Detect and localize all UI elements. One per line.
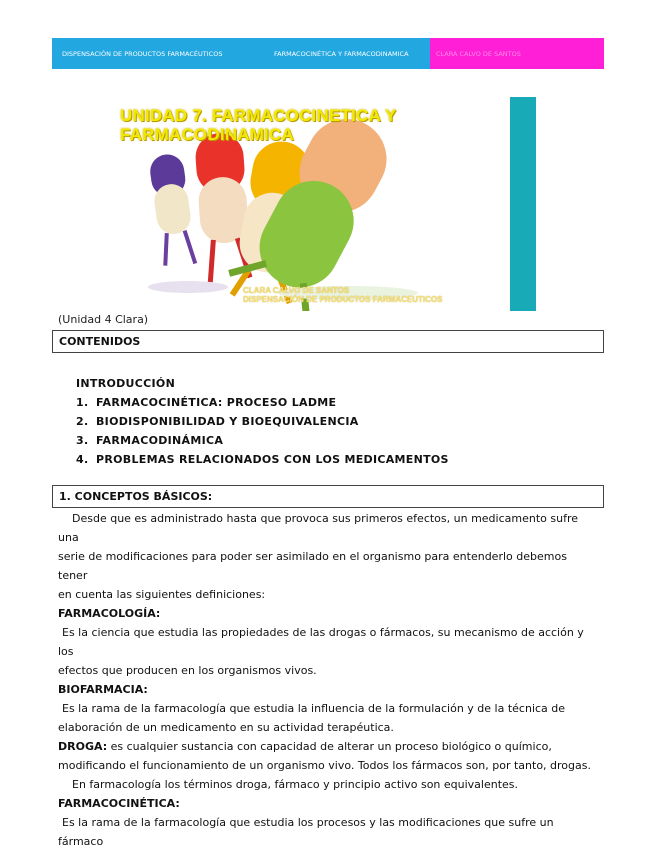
contents-heading: CONTENIDOS	[52, 330, 604, 353]
cover-author: CLARA CALVO DE SANTOS	[243, 286, 350, 295]
paragraph-line: serie de modificaciones para poder ser asimilado en el organismo para entenderlo debemos tener	[58, 550, 567, 582]
document-body	[58, 509, 598, 851]
toc-label: FARMACODINÁMICA	[96, 434, 224, 447]
page-header	[52, 38, 604, 69]
header-author: CLARA CALVO DE SANTOS	[430, 38, 604, 69]
paragraph-line: efectos que producen en los organismos vivos.	[58, 664, 317, 677]
toc-label: PROBLEMAS RELACIONADOS CON LOS MEDICAMENTOS	[96, 453, 449, 466]
toc-number: 4.	[76, 453, 89, 466]
header-subject: DISPENSACIÓN DE PRODUCTOS FARMACÉUTICOS	[52, 38, 274, 69]
paragraph-line	[58, 737, 598, 756]
paragraph-line: Es la rama de la farmacología que estudia los procesos y las modificaciones que sufre un fármaco	[58, 816, 554, 848]
cover-author-block	[243, 286, 442, 304]
image-caption: (Unidad 4 Clara)	[58, 313, 149, 326]
paragraph-line: modificando el funcionamiento de un organismo vivo. Todos los fármacos son, por tanto, drogas.	[58, 759, 591, 772]
paragraph-line: Es la ciencia que estudia las propiedades de las drogas o fármacos, su mecanismo de acción y los	[58, 626, 584, 658]
header-topic: FARMACOCINÉTICA Y FARMACODINAMICA	[274, 38, 430, 69]
toc-label: BIODISPONIBILIDAD Y BIOEQUIVALENCIA	[96, 415, 359, 428]
paragraph-line: en cuenta las siguientes definiciones:	[58, 588, 266, 601]
paragraph-line: En farmacología los términos droga, fármaco y principio activo son equivalentes.	[72, 778, 519, 791]
paragraph-line: Es la rama de la farmacología que estudia la influencia de la formulación y de la técnica de	[62, 702, 566, 715]
paragraph-line: elaboración de un medicamento en su actividad terapéutica.	[58, 721, 394, 734]
cover-subject: DISPENSACIÓN DE PRODUCTOS FARMACEUTICOS	[243, 295, 443, 304]
cover-title: UNIDAD 7. FARMACOCINETICA Y FARMACODINAMICA	[120, 106, 397, 144]
term-heading: BIOFARMACIA:	[58, 683, 148, 696]
toc-number: 3.	[76, 434, 89, 447]
toc-intro: INTRODUCCIÓN	[76, 377, 176, 390]
accent-bar	[510, 97, 536, 311]
toc-item	[76, 450, 449, 469]
toc-item	[76, 412, 449, 431]
toc-label: FARMACOCINÉTICA: PROCESO LADME	[96, 396, 337, 409]
paragraph-text: es cualquier sustancia con capacidad de alterar un proceso biológico o químico,	[110, 740, 552, 753]
paragraph-line: Desde que es administrado hasta que provoca sus primeros efectos, un medicamento sufre una	[58, 512, 578, 544]
term-heading: FARMACOLOGÍA:	[58, 607, 161, 620]
term-heading: FARMACOCINÉTICA:	[58, 797, 180, 810]
toc-item	[76, 431, 449, 450]
toc-item	[76, 393, 449, 412]
toc-number: 2.	[76, 415, 89, 428]
table-of-contents	[76, 374, 449, 469]
term-heading: DROGA:	[58, 740, 108, 753]
section-heading: 1. CONCEPTOS BÁSICOS:	[52, 485, 604, 508]
toc-number: 1.	[76, 396, 89, 409]
